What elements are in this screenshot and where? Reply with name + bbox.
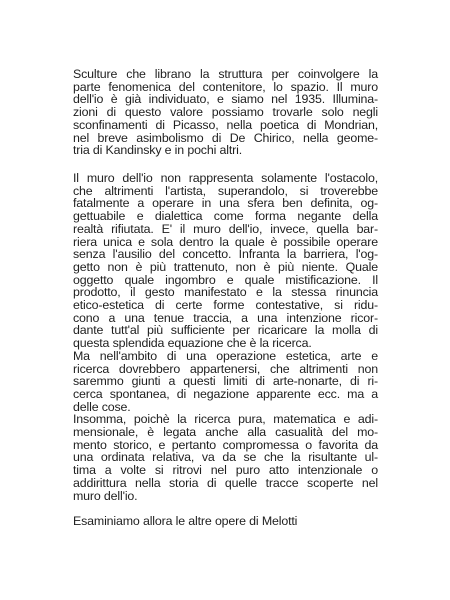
text-line: Esaminiamo allora le altre opere di Melotti [73, 514, 298, 528]
text-line: fatalmente a operare in una sfera ben definita, og- [73, 196, 378, 210]
text-line: che altrimenti l'artista, superandolo, si troverebbe [73, 184, 378, 198]
text-line: etico-estetica di certe forme contestative, si ridu- [73, 298, 378, 312]
text-line: ricerca dovrebbero appartenersi, che altrimenti non [73, 362, 378, 376]
text-line: addirittura nella storia di quelle tracce scoperte nel [73, 476, 378, 490]
text-line: oggetto quale ingombro e quale mistificazione. Il [73, 273, 378, 287]
text-line: una ordinata relativa, va da se che la risultante ul- [73, 450, 378, 464]
text-line: dell'io è già individuato, e siamo nel 1935. Illumina- [73, 92, 378, 106]
text-line: sconfinamenti di Picasso, nella poetica di Mondrian, [73, 118, 378, 132]
text-line: Insomma, poichè la ricerca pura, matematica e adi- [73, 412, 378, 426]
text-line: parte fenomenica del contenitore, lo spazio. Il muro [73, 80, 378, 94]
text-line: nel breve asimbolismo di De Chirico, nella geome- [73, 131, 378, 145]
text-line: gettuabile e dialettica come forma negante della [73, 209, 378, 223]
text-line: riera unica e sola dentro la quale è possibile operare [73, 235, 378, 249]
text-line: mento storico, e pertanto compromessa o favorita da [73, 438, 378, 452]
text-line: questa splendida equazione che è la ricerca. [73, 336, 312, 350]
text-line: Ma nell'ambito di una operazione estetica, arte e [73, 349, 378, 363]
text-line: Sculture che librano la struttura per coinvolgere la [73, 67, 378, 81]
text-line: mensionale, è legata anche alla casualità del mo- [73, 425, 378, 439]
text-line: senza l'ausilio del concetto. Infranta la barriera, l'og- [73, 247, 378, 261]
text-line: getto non è più trattenuto, non è più niente. Quale [73, 260, 378, 274]
text-line: cono a una tenue traccia, a una intenzione ricor- [73, 311, 378, 325]
text-line: saremmo giunti a questi limiti di arte-nonarte, di ri- [73, 374, 378, 388]
text-line: muro dell'io. [73, 489, 138, 503]
text-line: dante tutt'al più sufficiente per ricaricare la molla di [73, 323, 378, 337]
text-line: tria di Kandinsky e in pochi altri. [73, 143, 242, 157]
text-line: Il muro dell'io non rappresenta solamente l'ostacolo, [73, 171, 378, 185]
text-line: prodotto, il gesto manifestato e la stessa rinuncia [73, 285, 378, 299]
text-line: cerca spontanea, di negazione apparente ecc. ma a [73, 387, 378, 401]
text-line: tima a volte si ritrovi nel puro atto intenzionale o [73, 463, 378, 477]
text-line: realtà rifiutata. E' il muro dell'io, invece, quella bar- [73, 222, 378, 236]
text-line: zioni di questo valore possiamo trovarle solo negli [73, 105, 378, 119]
text-line: delle cose. [73, 400, 131, 414]
